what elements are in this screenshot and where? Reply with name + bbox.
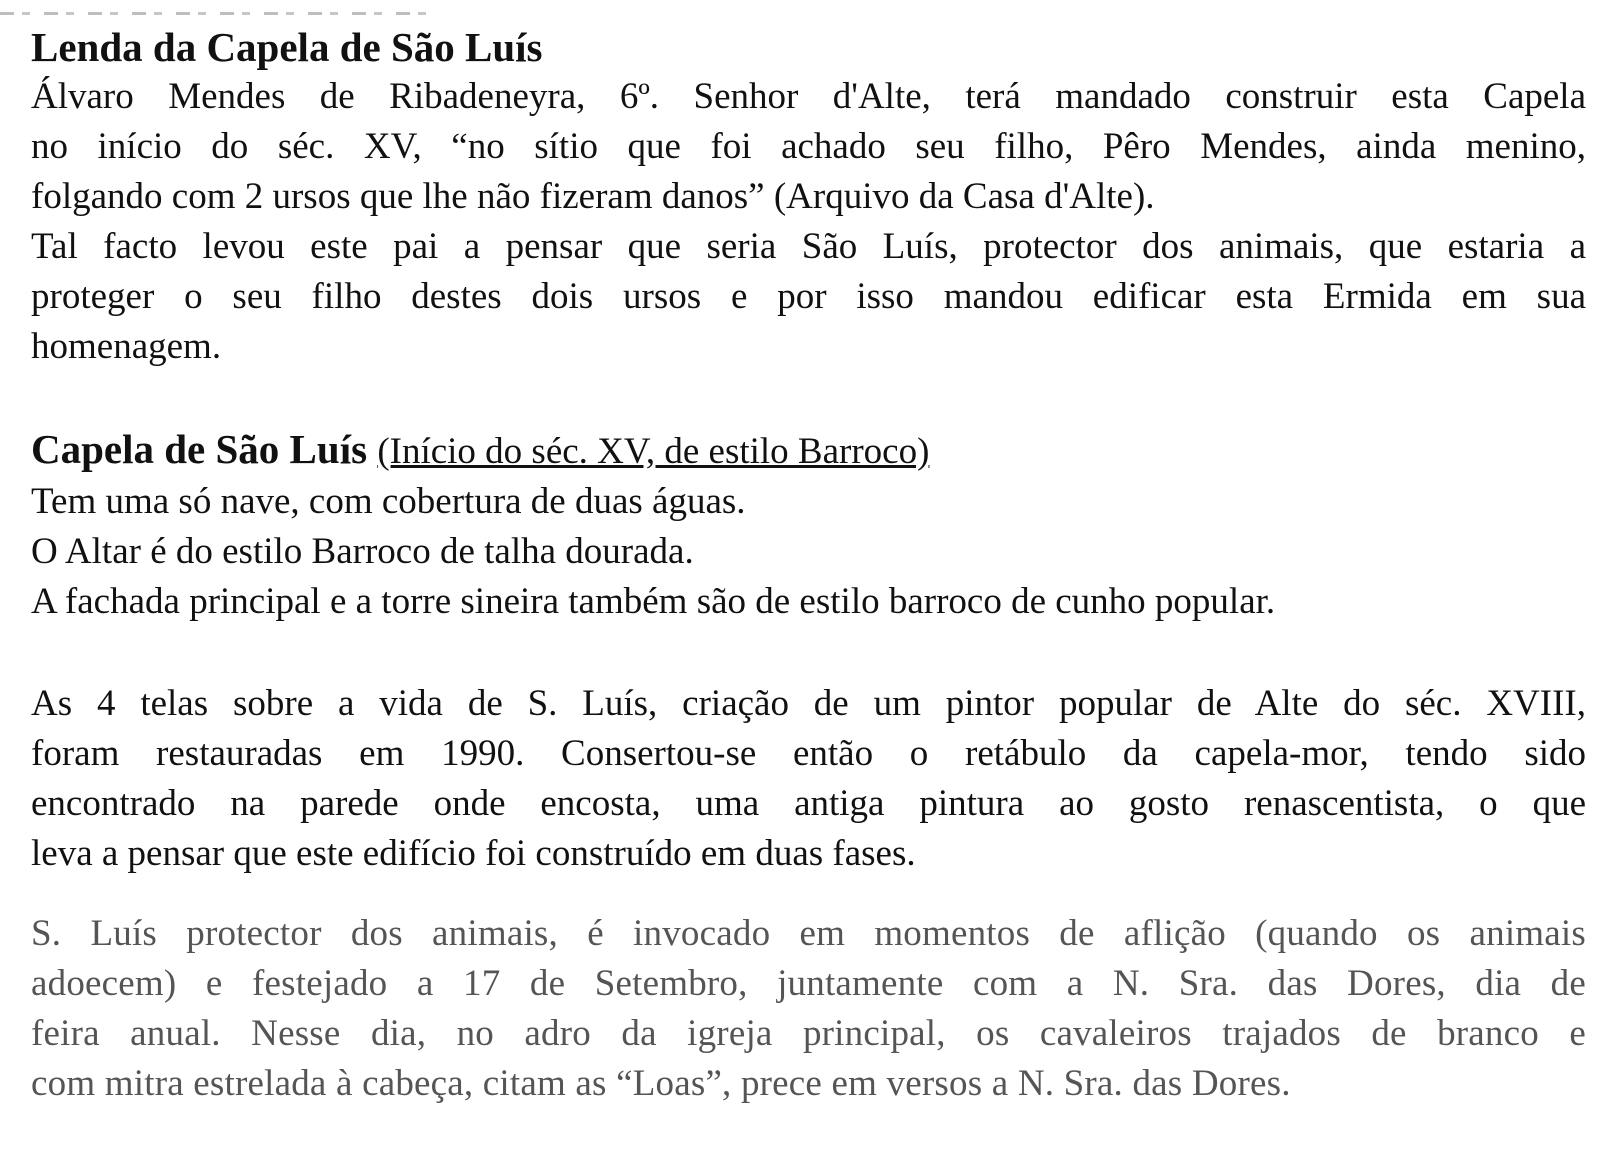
text-line: folgando com 2 ursos que lhe não fizeram danos” (Arquivo da Casa d'Alte). [31, 176, 1155, 217]
paintings-paragraph [31, 679, 1586, 879]
text-line: feira anual. Nesse dia, no adro da igreja principal, os cavaleiros trajados de branco e [31, 1013, 1586, 1054]
scan-artifact [0, 12, 430, 15]
document-page [31, 22, 1586, 1109]
spacer [31, 372, 1586, 424]
text-line: homenagem. [31, 326, 222, 367]
chapel-description [31, 477, 1586, 627]
text-line: adoecem) e festejado a 17 de Setembro, juntamente com a N. Sra. das Dores, dia de [31, 963, 1586, 1004]
text-line: Álvaro Mendes de Ribadeneyra, 6º. Senhor d'Alte, terá mandado construir esta Capela [31, 76, 1586, 117]
text-line: foram restauradas em 1990. Consertou-se então o retábulo da capela-mor, tendo sido [31, 733, 1586, 774]
text-line: S. Luís protector dos animais, é invocado em momentos de aflição (quando os animais [31, 913, 1586, 954]
text-line: O Altar é do estilo Barroco de talha dourada. [31, 531, 694, 572]
spacer [31, 879, 1586, 909]
text-line: leva a pensar que este edifício foi construído em duas fases. [31, 833, 916, 874]
festivity-paragraph [31, 909, 1586, 1109]
chapel-title [31, 424, 1586, 477]
text-line: Tem uma só nave, com cobertura de duas águas. [31, 481, 746, 522]
spacer [31, 627, 1586, 679]
text-line: A fachada principal e a torre sineira também são de estilo barroco de cunho popular. [31, 581, 1276, 622]
chapel-subtitle: (Início do séc. XV, de estilo Barroco) [377, 431, 930, 472]
text-line: com mitra estrelada à cabeça, citam as “Loas”, prece em versos a N. Sra. das Dores. [31, 1063, 1291, 1104]
legend-paragraph [31, 72, 1586, 372]
text-line: proteger o seu filho destes dois ursos e por isso mandou edificar esta Ermida em sua [31, 276, 1586, 317]
text-line: no início do séc. XV, “no sítio que foi achado seu filho, Pêro Mendes, ainda menino, [31, 126, 1586, 167]
text-line: As 4 telas sobre a vida de S. Luís, criação de um pintor popular de Alte do séc. XVIII, [31, 683, 1586, 724]
text-line: encontrado na parede onde encosta, uma antiga pintura ao gosto renascentista, o que [31, 783, 1586, 824]
text-line: Tal facto levou este pai a pensar que seria São Luís, protector dos animais, que estaria a [31, 226, 1586, 267]
legend-title: Lenda da Capela de São Luís [31, 24, 543, 70]
chapel-title-text: Capela de São Luís [31, 426, 368, 472]
